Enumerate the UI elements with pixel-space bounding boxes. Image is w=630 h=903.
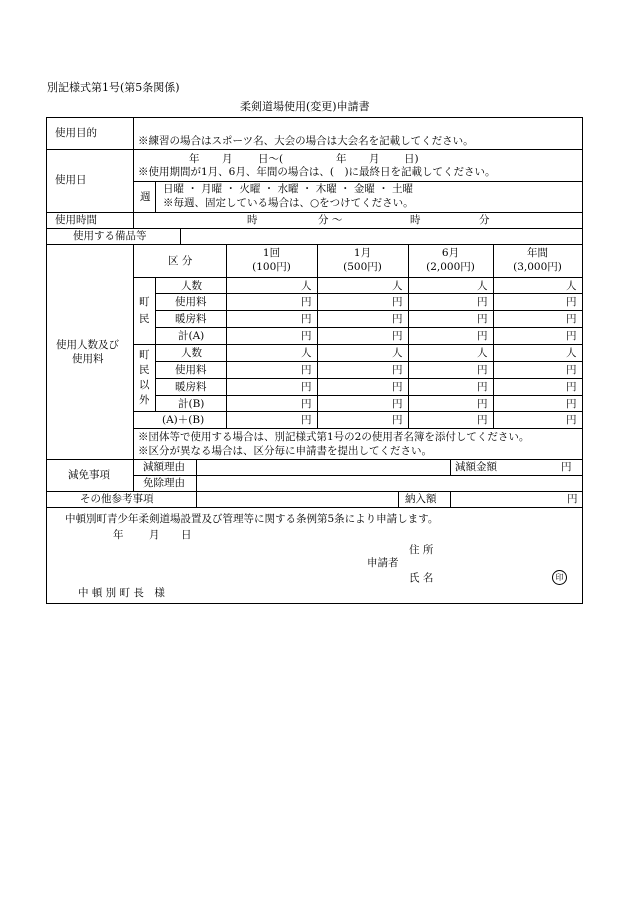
rule [46, 507, 583, 508]
period-price: (500円) [343, 261, 382, 273]
date-from-year: 年 [189, 153, 200, 165]
unit-cell: 円 [566, 414, 577, 426]
rule [133, 277, 583, 278]
unit-cell: 円 [301, 330, 312, 342]
date-day: 日 [181, 529, 192, 541]
unit-cell: 円 [301, 398, 312, 410]
unit-cell: 円 [566, 364, 577, 376]
unit-cell: 円 [301, 364, 312, 376]
row-label: 使用料 [175, 296, 207, 308]
unit-cell: 円 [477, 381, 488, 393]
unit-cell: 円 [301, 296, 312, 308]
rule [46, 212, 583, 213]
date-to-month: 月 [369, 153, 380, 165]
period-price: (3,000円) [513, 261, 562, 273]
unit-cell: 人 [301, 347, 312, 359]
fees-label-2: 使用料 [72, 353, 104, 365]
unit-cell: 人 [566, 280, 577, 292]
rule [133, 181, 583, 182]
unit-cell: 円 [477, 313, 488, 325]
fees-note-1: ※団体等で使用する場合は、別記様式第1号の2の使用者名簿を添付してください。 [138, 431, 530, 443]
unit-cell: 円 [392, 398, 403, 410]
rule [155, 395, 583, 396]
unit-cell: 円 [566, 381, 577, 393]
row-label: 人数 [181, 347, 202, 359]
reduction-label: 減免事項 [68, 469, 110, 481]
address-label: 住 所 [409, 544, 434, 556]
use-date-note: ※使用期間が1月、6月、年間の場合は、( )に最終日を記載してください。 [138, 166, 496, 178]
rule [155, 277, 156, 412]
rule [196, 491, 197, 508]
period-name: 6月 [441, 247, 460, 259]
reduction-amount-label: 減額金額 [455, 461, 497, 473]
date-month: 月 [149, 529, 160, 541]
unit-cell: 円 [392, 381, 403, 393]
unit-cell: 円 [566, 330, 577, 342]
declaration: 中頓別町青少年柔剣道場設置及び管理等に関する条例第5条により申請します。 [65, 513, 439, 525]
period-price: (100円) [252, 261, 291, 273]
period-name: 年間 [527, 247, 548, 259]
unit-cell: 円 [477, 364, 488, 376]
purpose-note: ※練習の場合はスポーツ名、大会の場合は大会名を記載してください。 [138, 135, 474, 147]
payment-unit: 円 [567, 493, 578, 505]
unit-cell: 円 [392, 296, 403, 308]
week-label: 週 [140, 191, 151, 203]
unit-cell: 人 [392, 280, 403, 292]
addressee: 中 頓 別 町 長 様 [78, 587, 165, 599]
rule [180, 228, 181, 245]
frame-bottom [46, 603, 583, 604]
unit-cell: 円 [301, 414, 312, 426]
reduction-reason-label: 減額理由 [143, 461, 185, 473]
rule [196, 459, 197, 492]
unit-cell: 人 [301, 280, 312, 292]
other-label: その他参考事項 [80, 493, 154, 505]
unit-cell: 人 [566, 347, 577, 359]
rule [133, 475, 583, 476]
use-date-label: 使用日 [55, 174, 87, 186]
payment-label: 納入額 [405, 493, 437, 505]
nonresident-char: 外 [139, 394, 150, 406]
period-name: 1回 [262, 247, 281, 259]
rule [133, 411, 583, 412]
nonresident-char: 以 [139, 379, 150, 391]
unit-cell: 円 [566, 296, 577, 308]
rule [46, 228, 583, 229]
rule [155, 310, 583, 311]
rule [450, 491, 451, 508]
rule [46, 491, 583, 492]
date-from-month: 月 [222, 153, 233, 165]
unit-cell: 円 [392, 313, 403, 325]
frame-top [46, 117, 583, 118]
rule [46, 244, 583, 245]
unit-cell: 円 [301, 381, 312, 393]
rule [155, 327, 583, 328]
purpose-label: 使用目的 [55, 127, 97, 139]
unit-cell: 円 [477, 398, 488, 410]
time-from-minute: 分 〜 [318, 214, 343, 226]
date-from-day: 日〜( [258, 153, 284, 165]
row-label: 暖房料 [175, 381, 207, 393]
row-label: 使用料 [175, 364, 207, 376]
use-time-label: 使用時間 [55, 214, 97, 226]
unit-cell: 円 [301, 313, 312, 325]
unit-cell: 円 [392, 414, 403, 426]
time-from-hour: 時 [247, 214, 258, 226]
seal-mark: 印 [552, 570, 567, 585]
rule [46, 149, 583, 150]
unit-cell: 円 [477, 296, 488, 308]
rule [450, 459, 451, 476]
unit-cell: 人 [477, 280, 488, 292]
unit-cell: 人 [477, 347, 488, 359]
unit-cell: 円 [392, 330, 403, 342]
rule [133, 344, 583, 345]
rule [155, 361, 583, 362]
resident-char: 町 [139, 296, 150, 308]
row-label: (A)＋(B) [162, 414, 205, 426]
unit-cell: 円 [477, 414, 488, 426]
rule [155, 378, 583, 379]
rule [398, 491, 399, 508]
rule [133, 428, 583, 429]
period-name: 1月 [353, 247, 372, 259]
date-to-day: 日) [404, 153, 419, 165]
applicant-label: 申請者 [367, 557, 399, 569]
category-header: 区 分 [168, 255, 193, 267]
row-label: 暖房料 [175, 313, 207, 325]
resident-char: 民 [139, 313, 150, 325]
period-price: (2,000円) [426, 261, 475, 273]
rule [155, 293, 583, 294]
weekday-options: 日曜 ・ 月曜 ・ 火曜 ・ 水曜 ・ 木曜 ・ 金曜 ・ 土曜 [163, 183, 414, 195]
page-title: 柔剣道場使用(変更)申請書 [240, 100, 370, 113]
nonresident-char: 町 [139, 349, 150, 361]
unit-cell: 円 [566, 398, 577, 410]
unit-cell: 人 [392, 347, 403, 359]
date-to-year: 年 [336, 153, 347, 165]
frame-left [46, 117, 47, 604]
form-number: 別記様式第1号(第5条関係) [47, 81, 180, 94]
fees-note-2: ※区分が異なる場合は、区分毎に申請書を提出してください。 [138, 445, 432, 457]
rule [133, 244, 134, 492]
rule [155, 181, 156, 213]
row-label: 人数 [181, 280, 202, 292]
weekday-note: ※毎週、固定している場合は、○をつけてください。 [163, 197, 414, 209]
time-to-minute: 分 [479, 214, 490, 226]
row-label: 計(B) [178, 398, 205, 410]
row-label: 計(A) [178, 330, 205, 342]
name-label: 氏 名 [409, 572, 434, 584]
unit-cell: 円 [477, 330, 488, 342]
rule [133, 117, 134, 229]
exempt-reason-label: 免除理由 [143, 477, 185, 489]
reduction-amount-unit: 円 [561, 461, 572, 473]
fees-label-1: 使用人数及び [56, 339, 119, 351]
nonresident-char: 民 [139, 364, 150, 376]
equipment-label: 使用する備品等 [73, 230, 147, 242]
rule [46, 459, 583, 460]
time-to-hour: 時 [410, 214, 421, 226]
date-year: 年 [113, 529, 124, 541]
unit-cell: 円 [392, 364, 403, 376]
unit-cell: 円 [566, 313, 577, 325]
